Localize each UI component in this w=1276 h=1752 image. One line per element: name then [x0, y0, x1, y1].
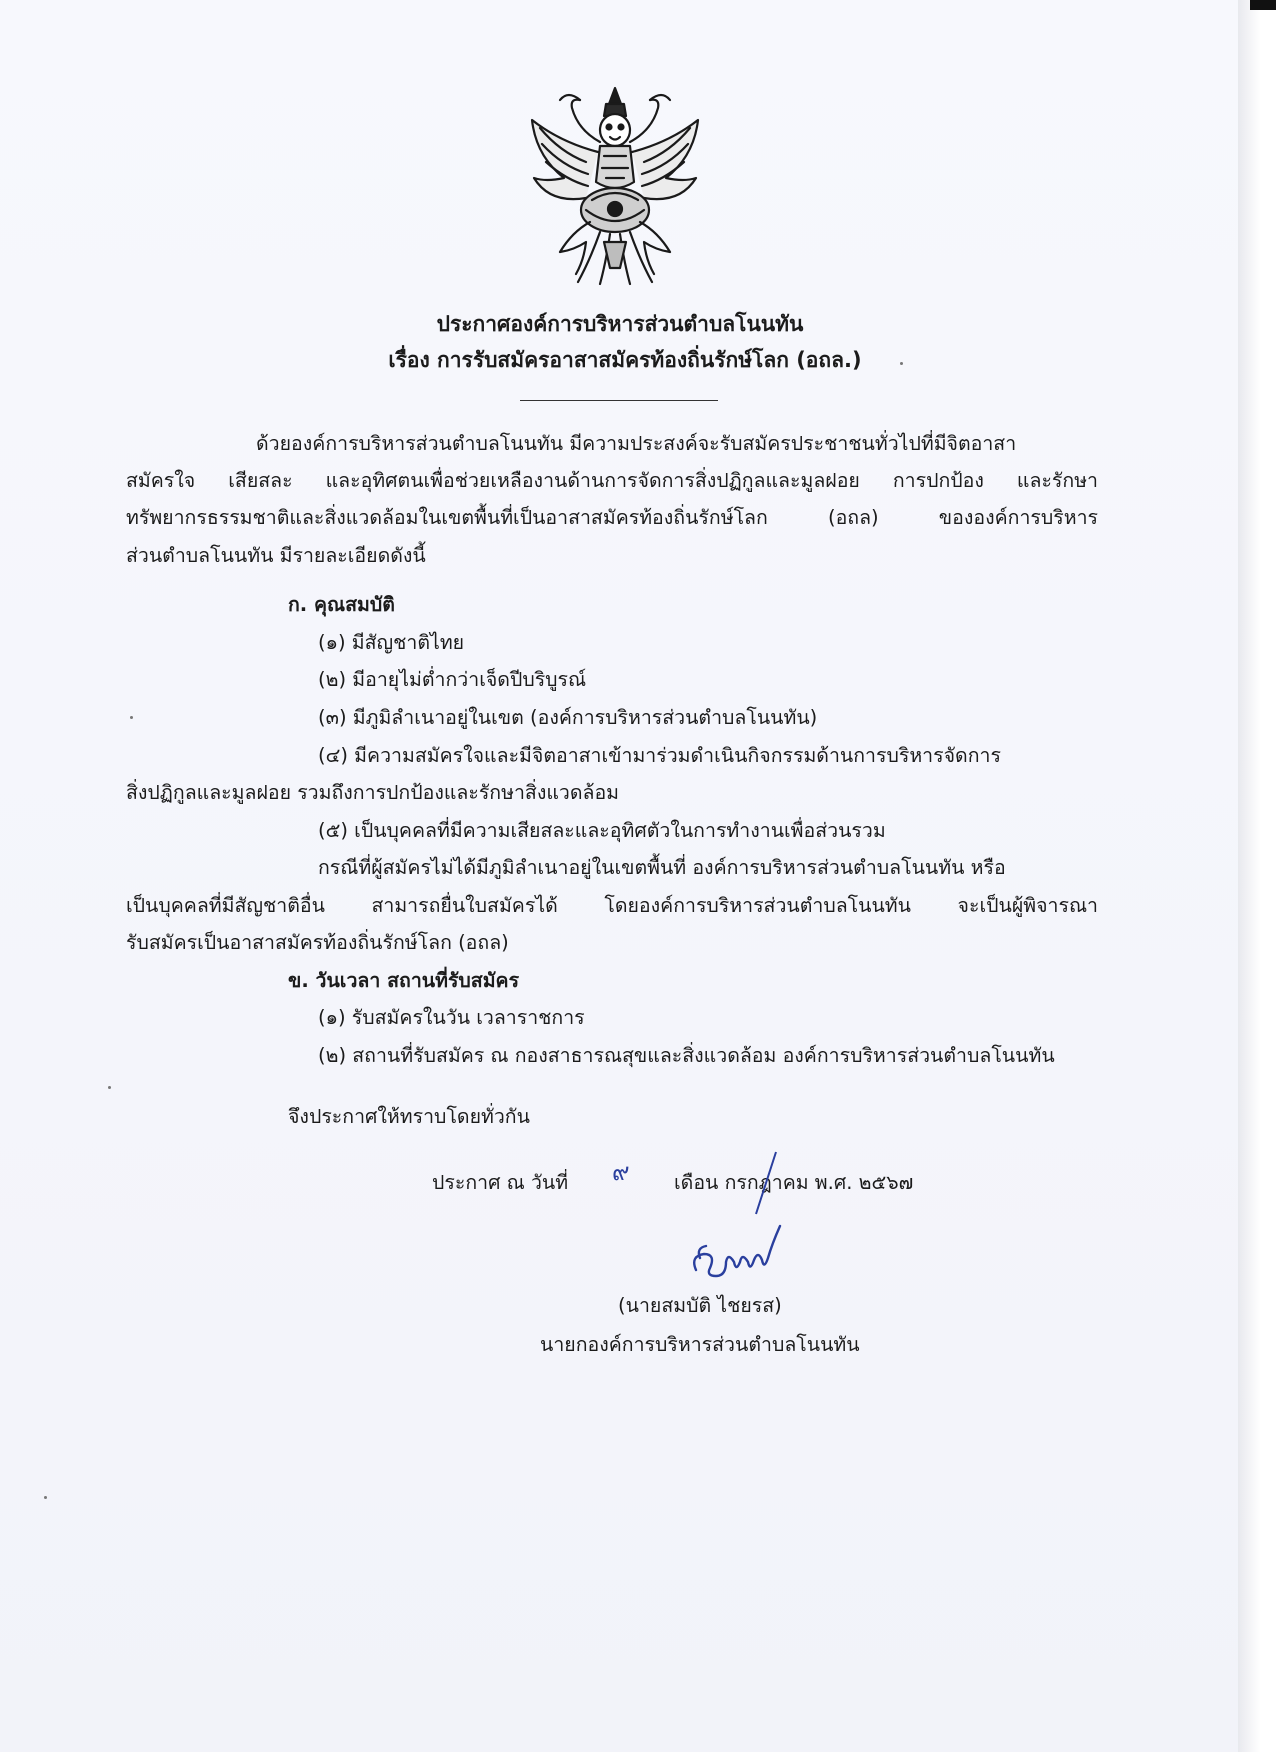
- section-b-item-2: (๒) สถานที่รับสมัคร ณ กองสาธารณสุขและสิ่งแวดล้อม องค์การบริหารส่วนตำบลโนนทัน: [318, 1044, 1055, 1067]
- section-a-item-2: (๒) มีอายุไม่ต่ำกว่าเจ็ดปีบริบูรณ์: [318, 668, 587, 691]
- scan-edge: [1238, 0, 1276, 1752]
- date-month-year: เดือน กรกฎาคม พ.ศ. ๒๕๖๗: [674, 1171, 914, 1194]
- signatory-position: นายกองค์การบริหารส่วนตำบลโนนทัน: [540, 1333, 860, 1356]
- title-line-2: เรื่อง การรับสมัครอาสาสมัครท้องถิ่นรักษ์โลก (อถล.): [388, 348, 862, 372]
- section-b-heading: ข. วันเวลา สถานที่รับสมัคร: [288, 969, 520, 992]
- section-a-item-4-line-2: สิ่งปฏิกูลและมูลฝอย รวมถึงการปกป้องและรักษาสิ่งแวดล้อม: [126, 781, 620, 804]
- section-a-item-4-line-1: (๔) มีความสมัครใจและมีจิตอาสาเข้ามาร่วมดำเนินกิจกรรมด้านการบริหารจัดการ: [318, 744, 1001, 767]
- scan-speck: [900, 362, 903, 365]
- section-a-item-1: (๑) มีสัญชาติไทย: [318, 631, 465, 654]
- section-a-item-5: (๕) เป็นบุคคลที่มีความเสียสละและอุทิศตัวในการทำงานเพื่อส่วนรวม: [318, 819, 886, 842]
- title-line-1: ประกาศองค์การบริหารส่วนตำบลโนนทัน: [436, 312, 804, 336]
- section-a-note-line-1: กรณีที่ผู้สมัครไม่ได้มีภูมิลำเนาอยู่ในเขตพื้นที่ องค์การบริหารส่วนตำบลโนนทัน หรือ: [318, 856, 1006, 879]
- scan-speck: [108, 1086, 111, 1089]
- date-day-handwritten: ๙: [612, 1158, 630, 1186]
- pen-stroke-mark: [750, 1150, 780, 1216]
- intro-line-4: ส่วนตำบลโนนทัน มีรายละเอียดดังนี้: [126, 544, 426, 567]
- section-a-note-line-3: รับสมัครเป็นอาสาสมัครท้องถิ่นรักษ์โลก (อถล): [126, 931, 509, 954]
- handwritten-signature-icon: [686, 1218, 796, 1288]
- section-b-item-1: (๑) รับสมัครในวัน เวลาราชการ: [318, 1006, 585, 1029]
- signatory-name: (นายสมบัติ ไชยรส): [618, 1294, 782, 1317]
- intro-line-2: สมัครใจ เสียสละ และอุทิศตนเพื่อช่วยเหลืองานด้านการจัดการสิ่งปฏิกูลและมูลฝอย การปกป้อง และรักษา: [126, 469, 1098, 492]
- section-a-heading: ก. คุณสมบัติ: [288, 593, 395, 616]
- announcement-title: [0, 306, 1240, 378]
- intro-line-1: ด้วยองค์การบริหารส่วนตำบลโนนทัน มีความประสงค์จะรับสมัครประชาชนทั่วไปที่มีจิตอาสา: [256, 432, 1017, 455]
- intro-line-3: ทรัพยากรธรรมชาติและสิ่งแวดล้อมในเขตพื้นที่เป็นอาสาสมัครท้องถิ่นรักษ์โลก (อถล) ขององค์การบริหาร: [126, 506, 1098, 529]
- closing-statement: จึงประกาศให้ทราบโดยทั่วกัน: [288, 1105, 530, 1128]
- garuda-emblem-icon: [520, 82, 710, 287]
- scan-corner-mark: [1250, 0, 1276, 10]
- scan-speck: [44, 1496, 47, 1499]
- title-divider: [520, 400, 718, 401]
- scan-speck: [130, 716, 133, 719]
- section-a-item-3: (๓) มีภูมิลำเนาอยู่ในเขต (องค์การบริหารส่วนตำบลโนนทัน): [318, 706, 818, 729]
- section-a-note-line-2: เป็นบุคคลที่มีสัญชาติอื่น สามารถยื่นใบสมัครได้ โดยองค์การบริหารส่วนตำบลโนนทัน จะเป็นผู้พิจารณา: [126, 894, 1098, 917]
- date-prefix: ประกาศ ณ วันที่: [432, 1171, 569, 1194]
